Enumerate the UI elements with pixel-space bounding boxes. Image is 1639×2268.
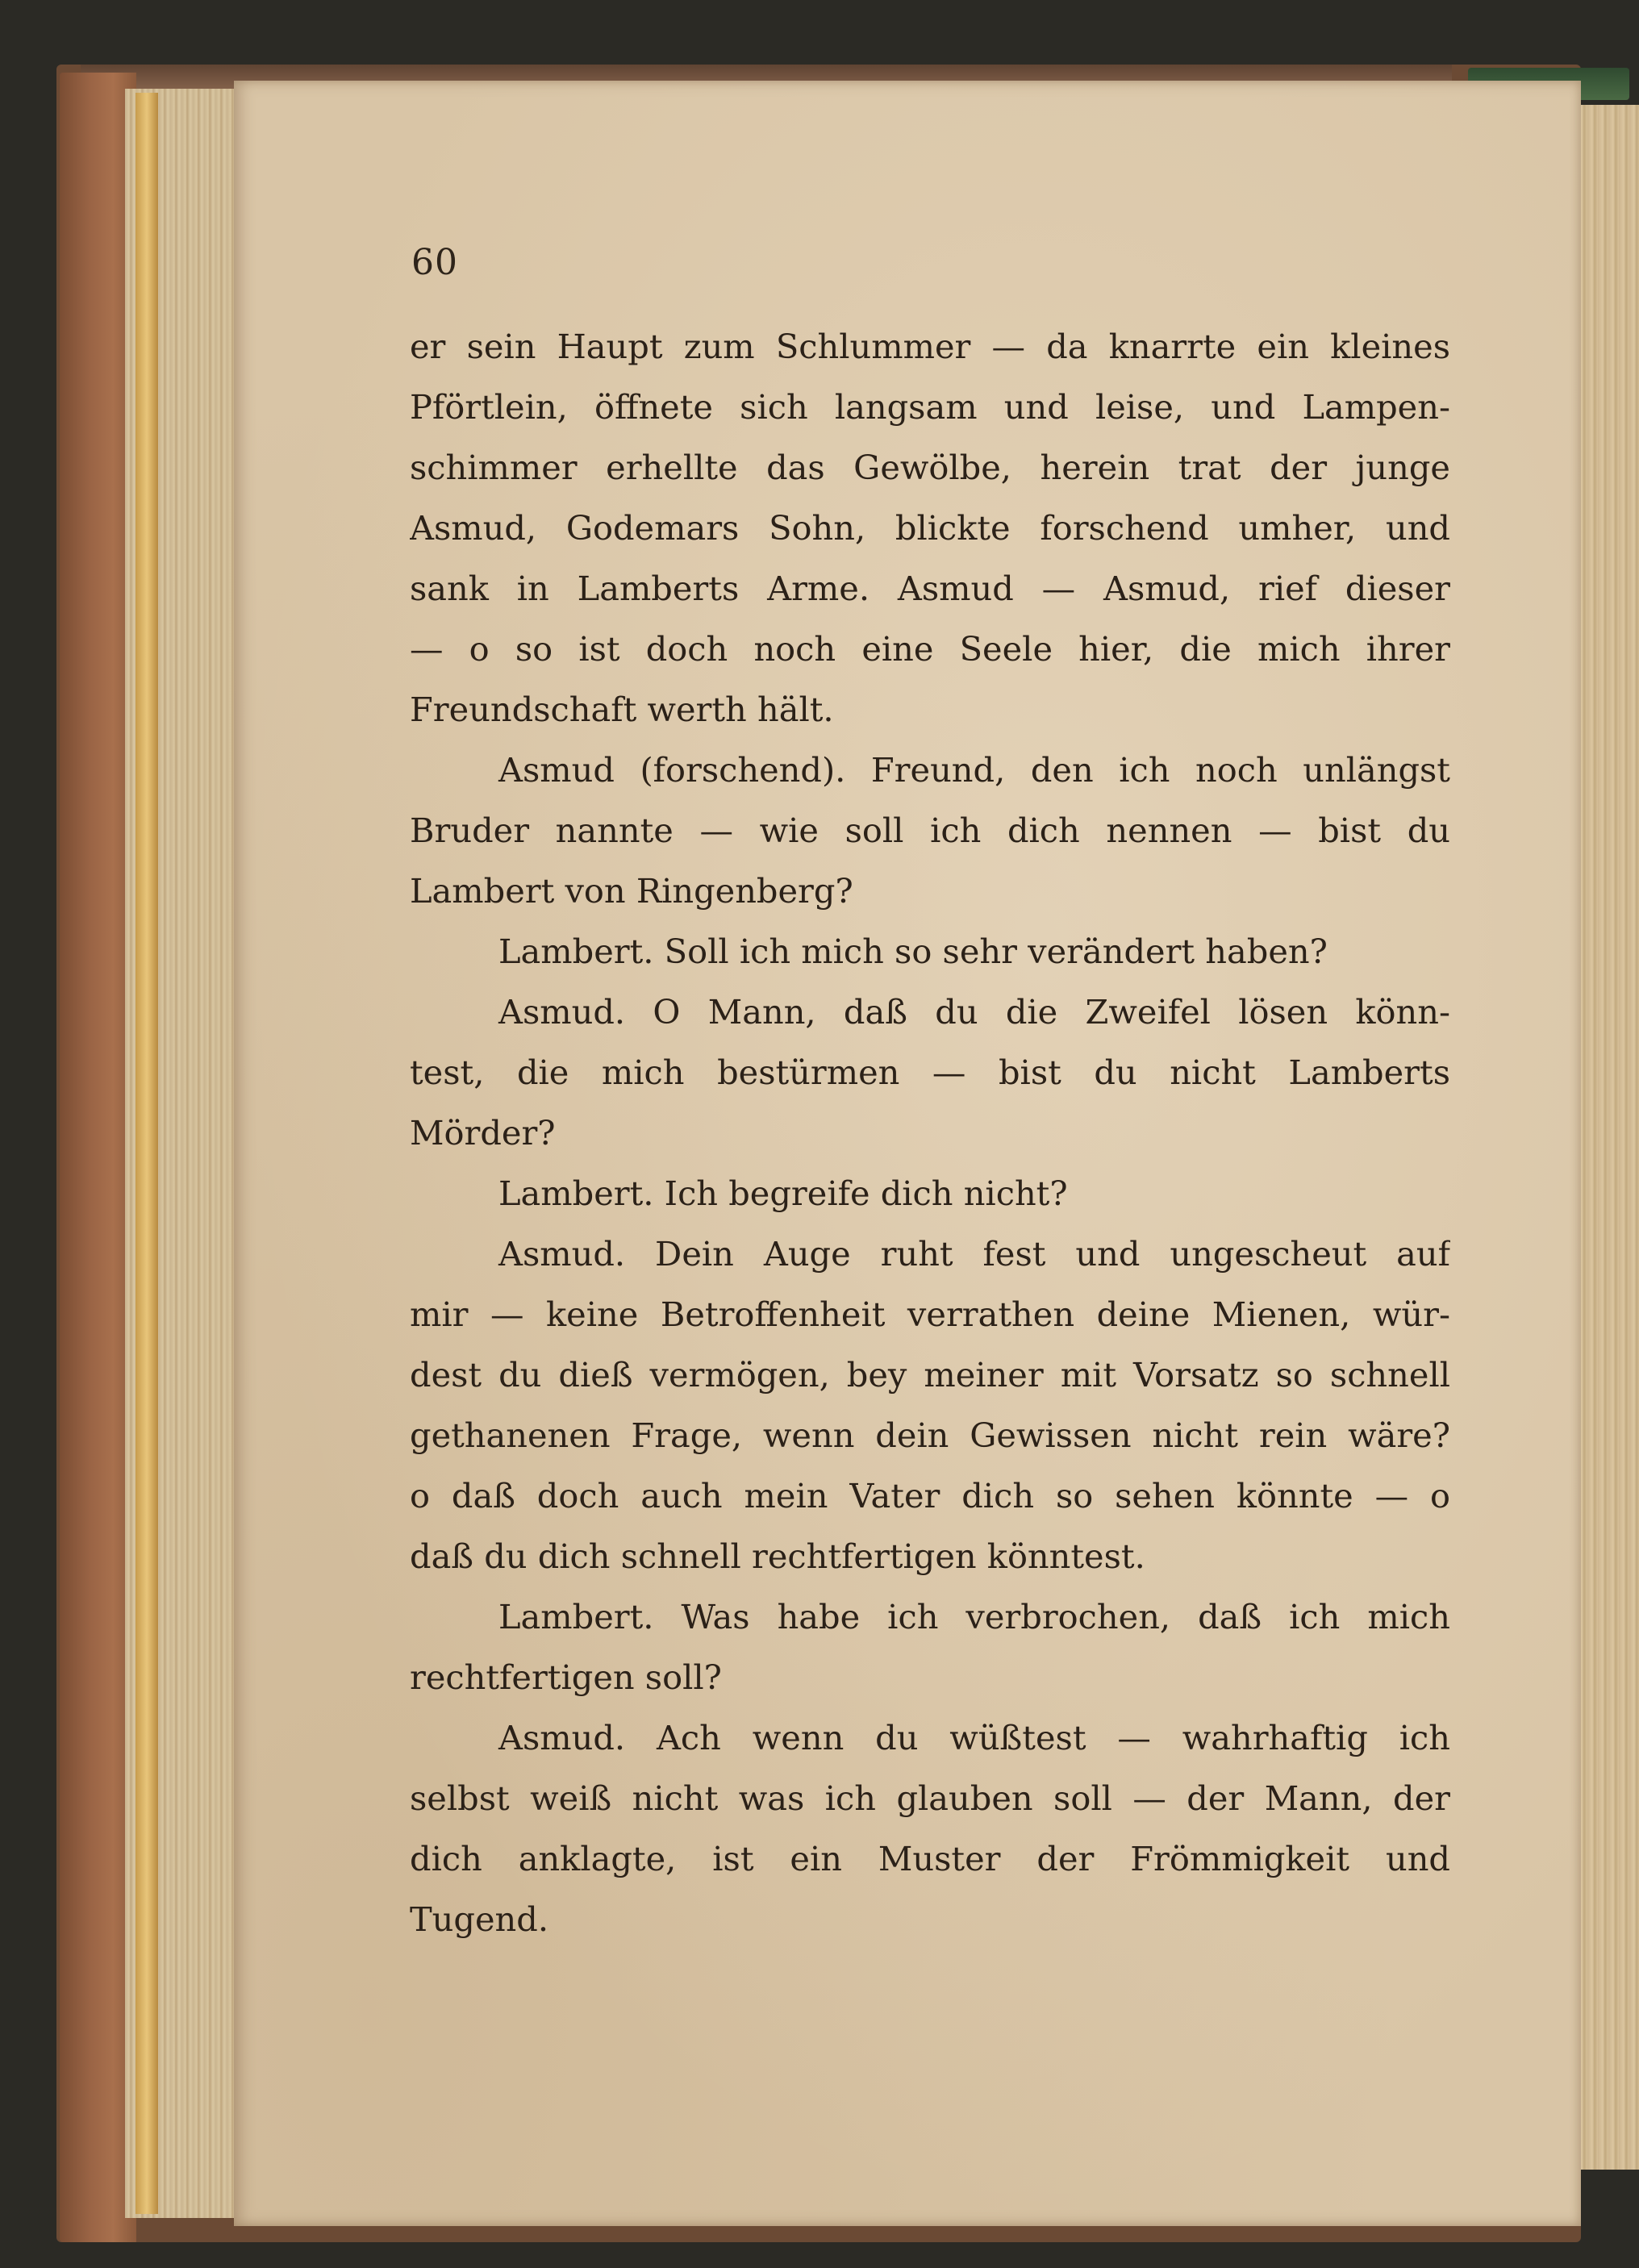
- text-line: Lambert. Was habe ich verbrochen, daß ich mich: [498, 1597, 1450, 1636]
- stacked-page-edges-right: [1577, 105, 1639, 2170]
- text-line: gethanenen Frage, wenn dein Gewissen nicht rein wäre?: [410, 1415, 1450, 1455]
- text-line: Freundschaft werth hält.: [410, 690, 834, 729]
- text-line: — o so ist doch noch eine Seele hier, die mich ihrer: [410, 629, 1450, 669]
- text-line: sank in Lamberts Arme. Asmud — Asmud, rief dieser: [410, 569, 1450, 608]
- text-line: rechtfertigen soll?: [410, 1657, 722, 1697]
- text-line: Asmud. Dein Auge ruht fest und ungescheut auf: [498, 1234, 1450, 1274]
- text-line: Pförtlein, öffnete sich langsam und leise, und Lampen-: [410, 387, 1450, 427]
- text-line: dest du dieß vermögen, bey meiner mit Vorsatz so schnell: [410, 1355, 1450, 1395]
- text-line: Asmud (forschend). Freund, den ich noch unlängst: [498, 750, 1450, 790]
- text-line: selbst weiß nicht was ich glauben soll — der Mann, der: [410, 1778, 1450, 1818]
- text-line: test, die mich bestürmen — bist du nicht Lamberts: [410, 1053, 1450, 1092]
- text-line: Tugend.: [410, 1899, 549, 1939]
- text-line: Lambert. Soll ich mich so sehr verändert haben?: [498, 932, 1328, 971]
- text-line: Bruder nannte — wie soll ich dich nennen — bist du: [410, 811, 1450, 850]
- page-number: 60: [411, 242, 458, 283]
- text-line: Asmud. Ach wenn du wüßtest — wahrhaftig ich: [498, 1718, 1450, 1757]
- text-line: Lambert. Ich begreife dich nicht?: [498, 1174, 1068, 1213]
- text-line: dich anklagte, ist ein Muster der Frömmigkeit und: [410, 1839, 1450, 1878]
- page-text: [410, 316, 1450, 1949]
- text-line: er sein Haupt zum Schlummer — da knarrte ein kleines: [410, 327, 1450, 366]
- text-line: daß du dich schnell rechtfertigen könntest.: [410, 1536, 1145, 1576]
- text-line: o daß doch auch mein Vater dich so sehen könnte — o: [410, 1476, 1450, 1515]
- gilt-page-edge: [136, 93, 158, 2214]
- text-line: schimmer erhellte das Gewölbe, herein trat der junge: [410, 448, 1450, 487]
- text-line: Asmud. O Mann, daß du die Zweifel lösen könn-: [498, 992, 1450, 1032]
- text-line: Asmud, Godemars Sohn, blickte forschend umher, und: [410, 508, 1450, 548]
- text-line: mir — keine Betroffenheit verrathen deine Mienen, wür-: [410, 1295, 1450, 1334]
- text-line: Lambert von Ringenberg?: [410, 871, 853, 911]
- text-line: Mörder?: [410, 1113, 556, 1153]
